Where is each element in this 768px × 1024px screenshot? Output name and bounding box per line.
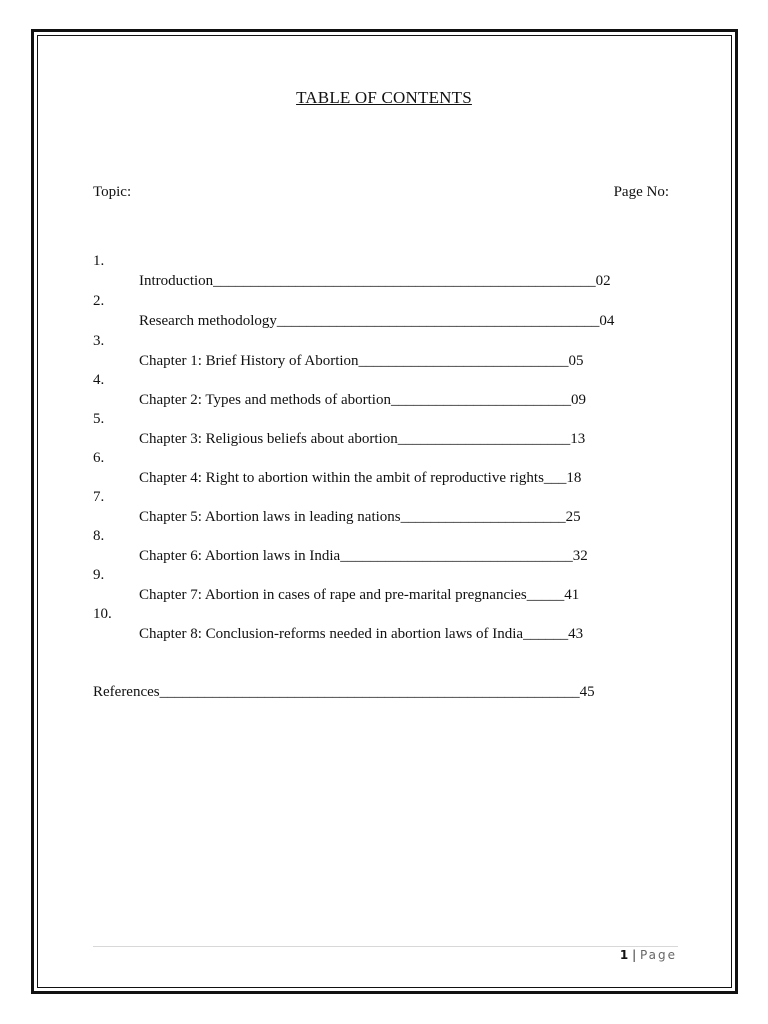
toc-entry-number: 5. xyxy=(93,411,105,427)
toc-entry-text: Chapter 8: Conclusion-reforms needed in abortion laws of India______43 xyxy=(139,626,584,642)
toc-entry-number: 10. xyxy=(93,606,112,622)
toc-title: TABLE OF CONTENTS xyxy=(296,88,472,107)
footer-divider xyxy=(93,946,678,947)
topic-header: Topic: xyxy=(93,184,132,200)
toc-entry-number: 2. xyxy=(93,293,105,309)
toc-entry-text: Introduction___________________________________________________02 xyxy=(139,273,611,289)
references-text: References________________________________________________________45 xyxy=(93,684,595,700)
toc-entry-number: 1. xyxy=(93,253,105,269)
footer-separator: | xyxy=(632,948,637,962)
toc-entry-text: Chapter 4: Right to abortion within the ambit of reproductive rights___18 xyxy=(139,470,582,486)
toc-entry-text: Research methodology___________________________________________04 xyxy=(139,313,615,329)
toc-entry-number: 8. xyxy=(93,528,105,544)
toc-entry-text: Chapter 5: Abortion laws in leading nations______________________25 xyxy=(139,509,581,525)
toc-entry-text: Chapter 6: Abortion laws in India_______________________________32 xyxy=(139,548,588,564)
references-entry xyxy=(0,662,595,702)
toc-entry-number: 7. xyxy=(93,489,105,505)
toc-entry-text: Chapter 2: Types and methods of abortion________________________09 xyxy=(139,392,586,408)
toc-entry-number: 3. xyxy=(93,333,105,349)
page-label: Page xyxy=(639,948,677,962)
toc-entry-number: 9. xyxy=(93,567,105,583)
toc-entry-text: Chapter 3: Religious beliefs about abortion_______________________13 xyxy=(139,431,586,447)
page-footer xyxy=(620,948,677,962)
toc-entry-text: Chapter 7: Abortion in cases of rape and pre-marital pregnancies_____41 xyxy=(139,587,580,603)
toc-entry-number: 4. xyxy=(93,372,105,388)
page-number: 1 xyxy=(619,948,629,962)
toc-entry-number: 6. xyxy=(93,450,105,466)
page-no-header: Page No: xyxy=(613,184,669,200)
toc-entry-text: Chapter 1: Brief History of Abortion____________________________05 xyxy=(139,353,584,369)
